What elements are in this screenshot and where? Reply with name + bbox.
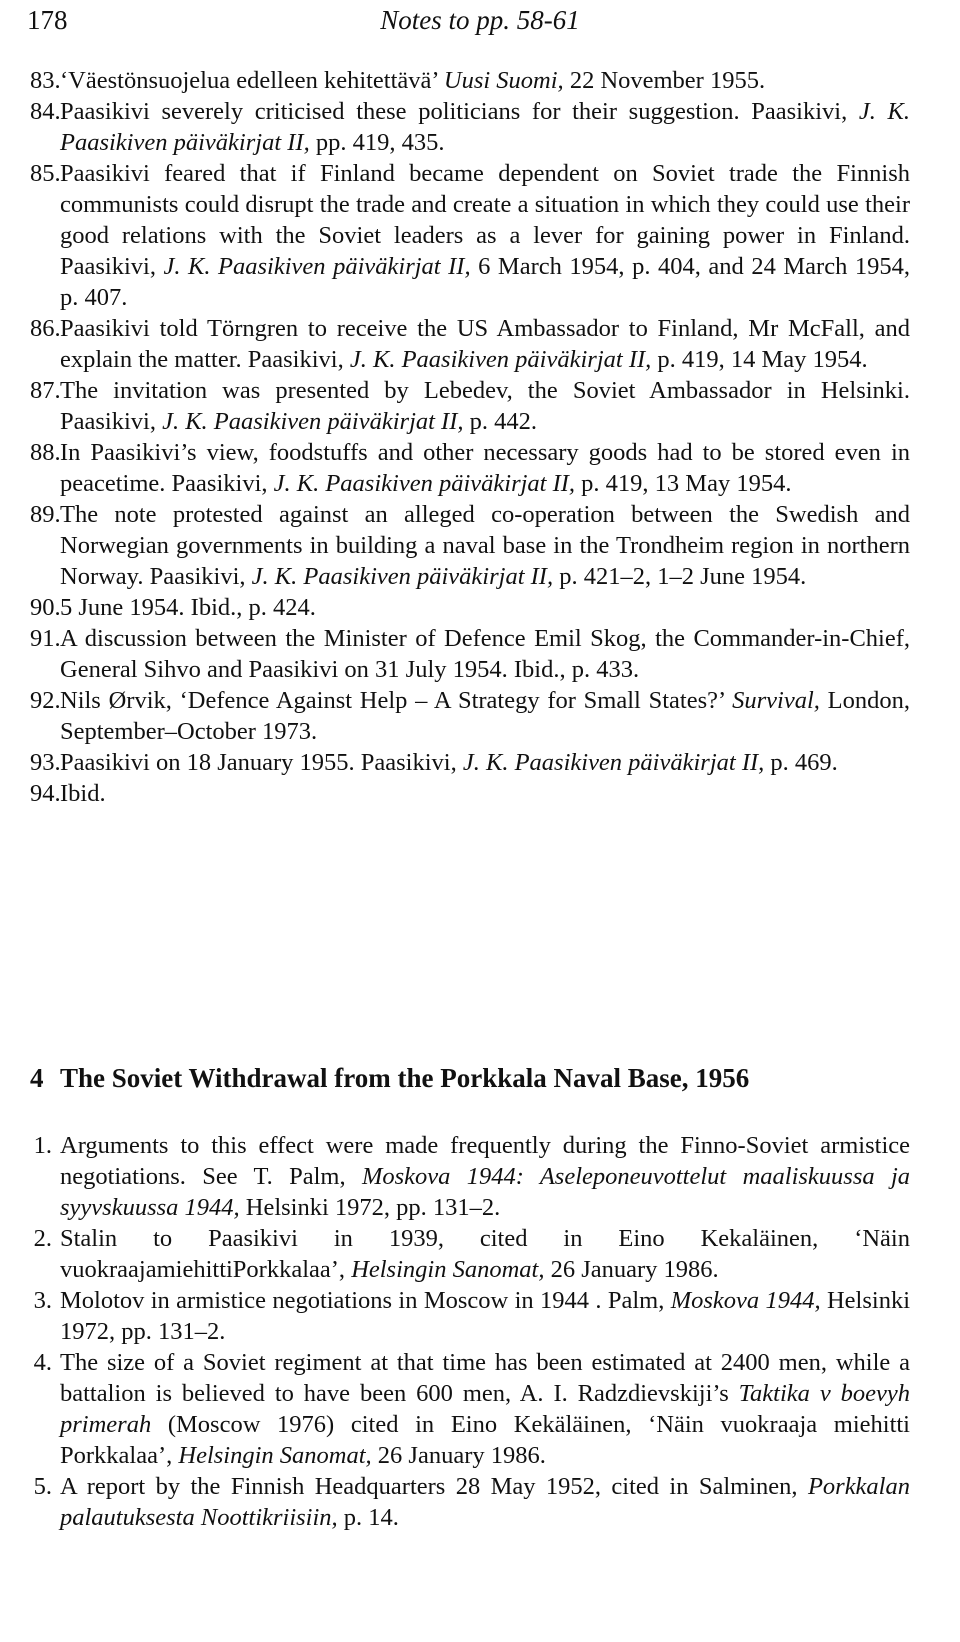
endnote-number: 90. (30, 594, 61, 621)
endnote-text (60, 158, 910, 313)
endnote-citation-title: J. K. Paasikiven päiväkirjat II, (349, 346, 652, 373)
endnote-number: 86. (30, 315, 61, 342)
endnote (30, 1347, 910, 1471)
endnote-citation-title: J. K. Paasikiven päiväkirjat II, (162, 408, 464, 435)
endnote-text-run: The note protested against an alleged co-operation between the Swedish and Norwegian governments in building a naval base in the Trondheim region in northern Norway. Paasikivi, (60, 501, 910, 590)
endnote-text (60, 1347, 910, 1471)
endnote-citation-title: Survival, (732, 687, 820, 714)
endnote-citation-title: Helsingin Sanomat, (178, 1442, 372, 1469)
endnote-text-run: 26 January 1986. (544, 1256, 719, 1283)
endnote-number: 88. (30, 439, 61, 466)
running-head: Notes to pp. 58-61 (380, 5, 580, 35)
endnote-text-run: pp. 419, 435. (309, 129, 445, 156)
endnote (30, 623, 910, 685)
endnote-text (60, 375, 910, 437)
endnote-number: 89. (30, 501, 61, 528)
page-header (0, 0, 900, 44)
endnote-text (60, 592, 910, 623)
endnote-text-run: In Paasikivi’s view, foodstuffs and other necessary goods had to be stored even in peacetime. Paasikivi, (60, 439, 910, 497)
endnote-number: 83. (30, 67, 61, 94)
endnote-text-run: Paasikivi feared that if Finland became dependent on Soviet trade the Finnish communists could disrupt the trade and create a situation in which they could use their good relations with the Soviet leaders as a lever for gaining power in Finland. Paasikivi, (60, 160, 910, 280)
endnote-text-run: p. 421–2, 1–2 June 1954. (553, 563, 807, 590)
endnote (30, 313, 910, 375)
endnote-text-run: 26 January 1986. (371, 1442, 546, 1469)
endnote-number: 85. (30, 160, 61, 187)
endnote-text-run: A discussion between the Minister of Defence Emil Skog, the Commander-in-Chief, General Sihvo and Paasikivi on 31 July 1954. Ibid., p. 433. (60, 625, 910, 683)
endnote-number: 5. (33, 1473, 52, 1500)
endnote-text-run: Stalin to Paasikivi in 1939, cited in Eino Kekaläinen, ‘Näin vuokraajamiehittiPorkkalaa’, (60, 1225, 910, 1283)
endnote-citation-title: J. K. Paasikiven päiväkirjat II, (462, 749, 765, 776)
endnote (30, 375, 910, 437)
notes-list-chapter-3 (30, 65, 910, 809)
endnote-number: 3. (33, 1287, 52, 1314)
endnote-citation-title: Moskova 1944: Aseleponeuvottelut maaliskuussa ja syyvskuussa 1944, (60, 1163, 911, 1221)
endnote-text (60, 685, 910, 747)
endnote-number: 87. (30, 377, 61, 404)
endnote-text-run: p. 442. (463, 408, 537, 435)
endnote (30, 1285, 910, 1347)
endnote (30, 158, 910, 313)
endnote-text-run: A report by the Finnish Headquarters 28 May 1952, cited in Salminen, (60, 1473, 808, 1500)
endnote-text (60, 313, 910, 375)
endnote-citation-title: J. K. Paasikiven päiväkirjat II, (60, 98, 910, 156)
endnote-text (60, 96, 910, 158)
endnote-text-run: Arguments to this effect were made frequently during the Finno-Soviet armistice negotiations. See T. Palm, (60, 1132, 910, 1190)
endnote-number: 1. (33, 1132, 52, 1159)
endnote-text-run: (Moscow 1976) cited in Eino Kekäläinen, ‘Näin vuokraaja miehitti Porkkalaa’, (60, 1411, 910, 1469)
endnote-text (60, 1285, 910, 1347)
endnote-text-run: London, September–October 1973. (60, 687, 911, 745)
endnote-text-run: ‘Väestönsuojelua edelleen kehitettävä’ (60, 67, 444, 94)
endnote-text-run: Paasikivi told Törngren to receive the US Ambassador to Finland, Mr McFall, and explain the matter. Paasikivi, (60, 315, 910, 373)
endnote-number: 93. (30, 749, 61, 776)
endnote-text-run: 6 March 1954, p. 404, and 24 March 1954, p. 407. (60, 253, 910, 311)
page-number: 178 (27, 5, 68, 35)
endnote-text-run: p. 419, 14 May 1954. (651, 346, 868, 373)
endnote (30, 592, 910, 623)
endnote-text (60, 1471, 910, 1533)
endnote (30, 1471, 910, 1533)
endnote-text (60, 1223, 910, 1285)
chapter-title: The Soviet Withdrawal from the Porkkala Naval Base, 1956 (60, 1063, 750, 1093)
endnote (30, 747, 910, 778)
endnote-text-run: 5 June 1954. Ibid., p. 424. (60, 594, 316, 621)
endnote-text-run: Helsinki 1972, pp. 131–2. (239, 1194, 501, 1221)
endnote-citation-title: Moskova 1944, (670, 1287, 821, 1314)
endnote-text-run: Nils Ørvik, ‘Defence Against Help – A Strategy for Small States?’ (60, 687, 733, 714)
endnote-text-run: Molotov in armistice negotiations in Moscow in 1944 . Palm, (60, 1287, 671, 1314)
endnote-text-run: The size of a Soviet regiment at that time has been estimated at 2400 men, while a battalion is believed to have been 600 men, A. I. Radzdievskiji’s (60, 1349, 910, 1407)
endnote-text-run: Helsinki 1972, pp. 131–2. (60, 1287, 911, 1345)
endnote-number: 92. (30, 687, 61, 714)
endnote (30, 685, 910, 747)
chapter-number: 4 (30, 1063, 44, 1093)
endnote (30, 1223, 910, 1285)
endnote-text-run: p. 14. (337, 1504, 399, 1531)
endnote-text-run: Ibid. (60, 780, 106, 807)
endnote-citation-title: Helsingin Sanomat, (351, 1256, 545, 1283)
notes-list-chapter-4 (30, 1130, 910, 1533)
endnote-text (60, 747, 910, 778)
endnote-text-run: p. 469. (764, 749, 838, 776)
endnote (30, 1130, 910, 1223)
endnote-citation-title: Porkkalan palautuksesta Noottikriisiin, (60, 1473, 910, 1531)
endnote (30, 96, 910, 158)
endnote-text (60, 623, 910, 685)
endnote-number: 84. (30, 98, 61, 125)
endnote-number: 2. (33, 1225, 52, 1252)
endnote-citation-title: J. K. Paasikiven päiväkirjat II, (163, 253, 471, 280)
endnote-text (60, 778, 910, 809)
endnote (30, 499, 910, 592)
endnote (30, 65, 910, 96)
endnote-citation-title: Uusi Suomi, (443, 67, 564, 94)
endnote-text-run: Paasikivi severely criticised these politicians for their suggestion. Paasikivi, (60, 98, 859, 125)
endnote-citation-title: Taktika v boevyh primerah (60, 1380, 910, 1438)
endnote-citation-title: J. K. Paasikiven päiväkirjat II, (251, 563, 554, 590)
endnote-text (60, 65, 910, 96)
endnote (30, 778, 910, 809)
endnote-number: 94. (30, 780, 61, 807)
endnote (30, 437, 910, 499)
endnote-text (60, 437, 910, 499)
endnote-number: 91. (30, 625, 61, 652)
endnote-text (60, 499, 910, 592)
endnote-text-run: 22 November 1955. (563, 67, 766, 94)
endnote-number: 4. (33, 1349, 52, 1376)
endnote-citation-title: J. K. Paasikiven päiväkirjat II, (273, 470, 576, 497)
endnote-text-run: Paasikivi on 18 January 1955. Paasikivi, (60, 749, 463, 776)
endnote-text (60, 1130, 910, 1223)
endnote-text-run: p. 419, 13 May 1954. (575, 470, 792, 497)
endnote-text-run: The invitation was presented by Lebedev, the Soviet Ambassador in Helsinki. Paasikivi, (60, 377, 910, 435)
chapter-heading (30, 1058, 910, 1098)
